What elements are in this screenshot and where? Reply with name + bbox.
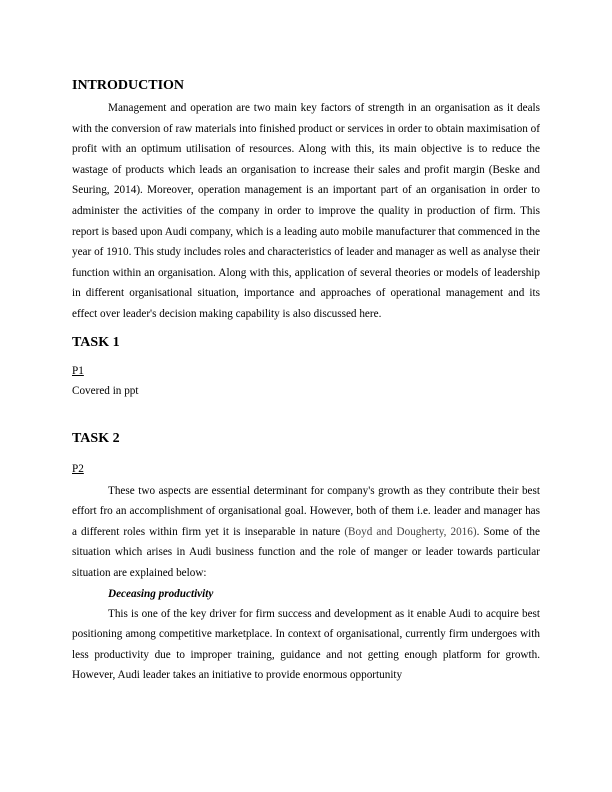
task2-heading: TASK 2: [72, 430, 120, 446]
task2-p2-label[interactable]: P2: [72, 462, 84, 475]
introduction-heading: INTRODUCTION: [72, 78, 185, 93]
task2-paragraph-1: [72, 481, 540, 584]
deceasing-productivity-subheading: Deceasing productivity: [108, 587, 214, 600]
introduction-paragraph: Management and operation are two main key factors of strength in an organisation as it deals with the conversion of raw materials into finished product or services in order to obtain maximisation of profit with an optimum utilisation of resources. Along with this, its main objective is to reduce the wastage of products which leads an organisation to increase their sales and profit margin (Beske and Seuring, 2014). Moreover, operation management is an important part of an organisation in order to administer the activities of the company in order to improve the quality in production of firm. This report is based upon Audi company, which is a leading auto mobile manufacturer that commenced in the year of 1910. This study includes roles and characteristics of leader and manager as well as analyse their function within an organisation. Along with this, application of several theories or models of leadership in different organisational situation, importance and approaches of operational management and its effect over leader's decision making capability is also discussed here.: [72, 102, 540, 320]
document-page: [72, 76, 540, 686]
task2-paragraph-1-end: . Some of the situation which arises in Audi business function and the role of manger or leader towards particular situation are explained below:: [72, 525, 540, 579]
task1-heading: TASK 1: [72, 334, 120, 350]
task1-p1-label[interactable]: P1: [72, 364, 84, 377]
task1-covered-text: Covered in ppt: [72, 384, 139, 397]
task2-paragraph-2: This is one of the key driver for firm success and development as it enable Audi to acquire best positioning among competitive marketplace. In context of organisational, currently firm undergoes with less productivity due to improper training, guidance and not getting enough platform for growth. However, Audi leader takes an initiative to provide enormous opportunity: [72, 607, 540, 682]
task2-paragraph-1-text: These two aspects are essential determinant for company's growth as they contribute their best effort fro an accomplishment of organisational goal. However, both of them i.e. leader and manager has a different roles within firm yet it is inseparable in nature: [72, 484, 540, 538]
task2-citation: (Boyd and Dougherty, 2016): [344, 525, 477, 538]
